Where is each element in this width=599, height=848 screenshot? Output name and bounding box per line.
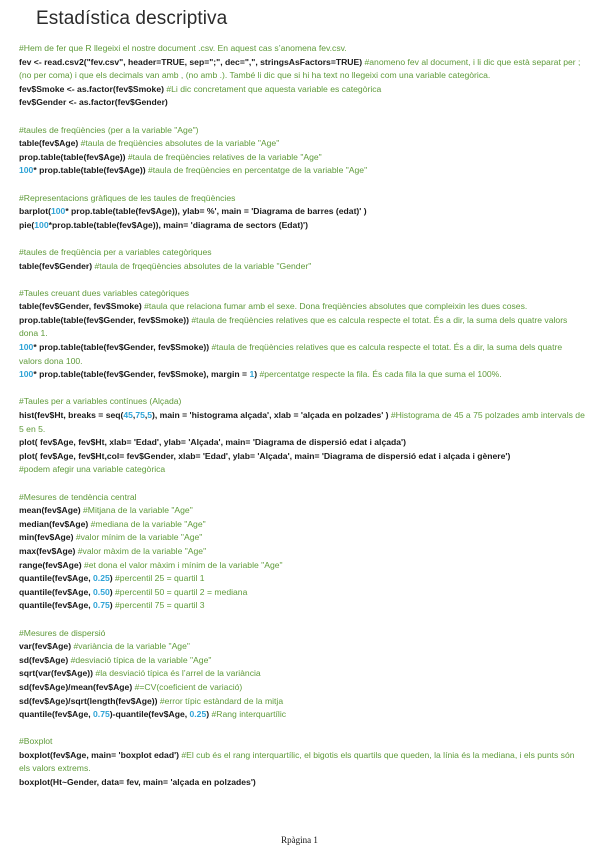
- comment-text: #et dona el valor màxim i mínim de la variable "Age": [83, 559, 283, 570]
- comment-text: #El cub és el rang interquartílic, el bigotis els quartils que queden, la línia és la mediana, i els punts són els valors extrems.: [19, 749, 575, 774]
- code-line: [19, 504, 587, 518]
- code-line: [19, 300, 587, 314]
- code-text: ,: [144, 410, 148, 421]
- code-line: [19, 518, 587, 532]
- comment-text: #valor mínim de la variable "Age": [75, 532, 203, 543]
- comment-text: #=CV(coeficient de variació): [134, 681, 243, 692]
- code-line: [19, 409, 587, 436]
- number-literal: 5: [147, 410, 153, 421]
- code-line: [19, 667, 587, 681]
- blank-line: [19, 722, 587, 736]
- code-text: * prop.table(table(fev$Age)): [33, 165, 148, 176]
- code-line: [19, 450, 587, 464]
- comment-text: #taules de freqüències (per a la variable "Age"): [19, 124, 199, 135]
- code-line: [19, 436, 587, 450]
- number-literal: 100: [19, 342, 34, 353]
- code-line: [19, 368, 587, 382]
- blank-line: [19, 382, 587, 396]
- comment-text: #taula de freqüències relatives que es calcula respecte el totat. És a dir, la suma dels quatre valors dona 1.: [19, 314, 568, 339]
- code-text: boxplot(fev$Age, main= 'boxplot edad'): [19, 749, 182, 760]
- code-line: [19, 627, 587, 641]
- code-text: plot( fev$Age, fev$Ht,col= fev$Gender, xlab= 'Edad', ylab= 'Alçada', main= 'Diagrama de dispersió edat i alçada i gènere'): [19, 450, 511, 461]
- number-literal: 100: [19, 369, 34, 380]
- number-literal: 0.50: [93, 586, 110, 597]
- code-text: sd(fev$Age)/mean(fev$Age): [19, 681, 135, 692]
- code-text: ): [109, 573, 116, 584]
- code-line: [19, 776, 587, 790]
- code-text: ), main = 'histograma alçada', xlab = 'alçada en polzades' ): [152, 410, 391, 421]
- code-line: [19, 463, 587, 477]
- code-text: sd(fev$Age)/sqrt(length(fev$Age)): [19, 695, 160, 706]
- comment-text: #taula que relaciona fumar amb el sexe. Dona freqüències absolutes que compleixin les dues coses.: [144, 301, 528, 312]
- code-line: [19, 137, 587, 151]
- code-line: [19, 341, 587, 368]
- code-text: quantile(fev$Age,: [19, 709, 94, 720]
- code-text: plot( fev$Age, fev$Ht, xlab= 'Edad', ylab= 'Alçada', main= 'Diagrama de dispersió edat i alçada'): [19, 437, 406, 448]
- comment-text: #Representacions gràfiques de les taules de freqüències: [19, 192, 236, 203]
- comment-text: #percentatge respecte la fila. És cada fila la que suma el 100%.: [259, 369, 502, 380]
- comment-text: #variància de la variable "Age": [73, 641, 190, 652]
- code-line: [19, 531, 587, 545]
- code-line: [19, 708, 587, 722]
- code-text: quantile(fev$Age,: [19, 586, 94, 597]
- comment-text: #taula de freqüències relatives de la variable "Age": [127, 151, 322, 162]
- comment-text: #Taules per a variables contínues (Alçada): [19, 396, 182, 407]
- comment-text: #percentil 50 = quartil 2 = mediana: [115, 586, 248, 597]
- code-line: [19, 96, 587, 110]
- comment-text: #taula de freqüències relatives que es calcula respecte el totat. És a dir, la suma dels quatre valors dona 100.: [19, 342, 563, 366]
- code-line: [19, 83, 587, 97]
- code-text: pie(: [19, 219, 35, 230]
- comment-text: #Boxplot: [19, 736, 53, 747]
- code-text: quantile(fev$Age,: [19, 573, 94, 584]
- blank-line: [19, 178, 587, 192]
- number-literal: 0.75: [93, 600, 110, 611]
- comment-text: #Rang interquartílic: [211, 709, 287, 720]
- code-text: ): [206, 709, 212, 720]
- code-line: [19, 42, 587, 56]
- comment-text: #taula de frqeqüències absolutes de la variable "Gender": [94, 260, 312, 271]
- code-text: hist(fev$Ht, breaks = seq(: [19, 410, 124, 421]
- code-line: [19, 219, 587, 233]
- comment-text: #Mitjana de la variable "Age": [83, 505, 193, 516]
- code-text: fev$Gender <- as.factor(fev$Gender): [19, 97, 168, 108]
- code-text: quantile(fev$Age,: [19, 600, 94, 611]
- comment-text: #podem afegir una variable categòrica: [19, 464, 166, 475]
- code-text: ): [109, 600, 116, 611]
- comment-text: #Taules creuant dues variables categòriques: [19, 287, 190, 298]
- code-text: fev$Smoke <- as.factor(fev$Smoke): [19, 83, 167, 94]
- code-line: [19, 572, 587, 586]
- code-text: boxplot(Ht~Gender, data= fev, main= 'alçada en polzades'): [19, 777, 256, 788]
- code-line: [19, 681, 587, 695]
- page-footer: Rpàgina 1: [281, 835, 318, 845]
- comment-text: #Mesures de dispersió: [19, 627, 106, 638]
- code-text: min(fev$Age): [19, 532, 76, 543]
- code-text: * prop.table(table(fev$Gender, fev$Smoke), margin =: [33, 369, 250, 380]
- code-line: [19, 205, 587, 219]
- code-text: ): [254, 369, 260, 380]
- code-line: [19, 654, 587, 668]
- blank-line: [19, 477, 587, 491]
- number-literal: 0.25: [189, 709, 207, 720]
- number-literal: 1: [249, 369, 255, 380]
- code-text: mean(fev$Age): [19, 505, 83, 516]
- number-literal: 100: [50, 206, 66, 217]
- comment-text: #error típic estàndard de la mitja: [159, 695, 284, 706]
- blank-line: [19, 110, 587, 124]
- comment-text: #valor màxim de la variable "Age": [77, 545, 207, 556]
- number-literal: 0.75: [93, 709, 110, 720]
- code-line: [19, 124, 587, 138]
- comment-text: #taules de freqüència per a variables categòriques: [19, 246, 212, 257]
- code-line: [19, 192, 587, 206]
- code-text: *prop.table(table(fev$Age)), main= 'diagrama de sectors (Edat)'): [48, 219, 308, 230]
- number-literal: 75: [135, 410, 145, 421]
- code-text: * prop.table(table(fev$Gender, fev$Smoke)): [33, 342, 212, 353]
- code-text: table(fev$Age): [19, 138, 81, 149]
- code-body: [19, 42, 587, 790]
- comment-text: #desviació típica de la variable "Age": [70, 654, 212, 665]
- blank-line: [19, 613, 587, 627]
- comment-text: #Li dic concretament que aquesta variable es categòrica: [166, 83, 382, 94]
- code-line: [19, 246, 587, 260]
- code-text: max(fev$Age): [19, 545, 78, 556]
- code-line: [19, 314, 587, 341]
- code-text: median(fev$Age): [19, 518, 91, 529]
- comment-text: #Histograma de 45 a 75 polzades amb intervals de 5 en 5.: [19, 410, 585, 434]
- comment-text: #mediana de la variable "Age": [90, 518, 206, 529]
- number-literal: 45: [123, 410, 133, 421]
- code-text: sqrt(var(fev$Age)): [19, 668, 96, 679]
- number-literal: 0.25: [93, 573, 110, 584]
- code-line: [19, 559, 587, 573]
- code-text: range(fev$Age): [19, 559, 84, 570]
- code-line: [19, 735, 587, 749]
- code-text: ,: [132, 410, 136, 421]
- code-line: [19, 260, 587, 274]
- number-literal: 100: [19, 165, 34, 176]
- comment-text: #percentil 25 = quartil 1: [115, 573, 205, 584]
- comment-text: #taula de freqüències absolutes de la variable "Age": [80, 138, 280, 149]
- code-text: )-quantile(fev$Age,: [109, 709, 190, 720]
- code-line: [19, 640, 587, 654]
- code-line: [19, 287, 587, 301]
- code-line: [19, 395, 587, 409]
- code-line: [19, 164, 587, 178]
- code-text: prop.table(table(fev$Gender, fev$Smoke)): [19, 314, 192, 325]
- code-line: [19, 749, 587, 776]
- comment-text: #percentil 75 = quartil 3: [115, 600, 205, 611]
- code-line: [19, 491, 587, 505]
- comment-text: #Hem de fer que R llegeixi el nostre document .csv. En aquest cas s’anomena fev.csv.: [19, 43, 347, 53]
- code-line: [19, 599, 587, 613]
- code-text: var(fev$Age): [19, 641, 74, 652]
- code-text: table(fev$Gender, fev$Smoke): [19, 301, 145, 312]
- comment-text: #Mesures de tendència central: [19, 491, 137, 502]
- code-line: [19, 56, 587, 83]
- comment-text: #taula de freqüències en percentatge de la variable "Age": [147, 165, 368, 176]
- code-line: [19, 695, 587, 709]
- code-line: [19, 586, 587, 600]
- document-title: Estadística descriptiva: [36, 8, 228, 29]
- code-text: table(fev$Gender): [19, 260, 95, 271]
- number-literal: 100: [34, 219, 49, 230]
- code-text: sd(fev$Age): [19, 654, 71, 665]
- blank-line: [19, 273, 587, 287]
- code-line: [19, 151, 587, 165]
- code-line: [19, 545, 587, 559]
- code-text: barplot(: [19, 206, 51, 217]
- comment-text: #anomeno fev al document, i li dic que està separat per ; (no per coma) i que els decimals van amb , (no amb .). També li dic que si hi ha text no llegeixi com una variable categòrica.: [19, 56, 581, 81]
- blank-line: [19, 232, 587, 246]
- code-text: ): [109, 586, 116, 597]
- code-text: prop.table(table(fev$Age)): [19, 151, 128, 162]
- comment-text: #la desviació típica és l’arrel de la variància: [95, 668, 261, 679]
- code-text: * prop.table(table(fev$Age)), ylab= %', main = 'Diagrama de barres (edat)' ): [65, 206, 367, 217]
- code-text: fev <- read.csv2("fev.csv", header=TRUE, sep=";", dec=",", stringsAsFactors=TRUE): [19, 56, 365, 67]
